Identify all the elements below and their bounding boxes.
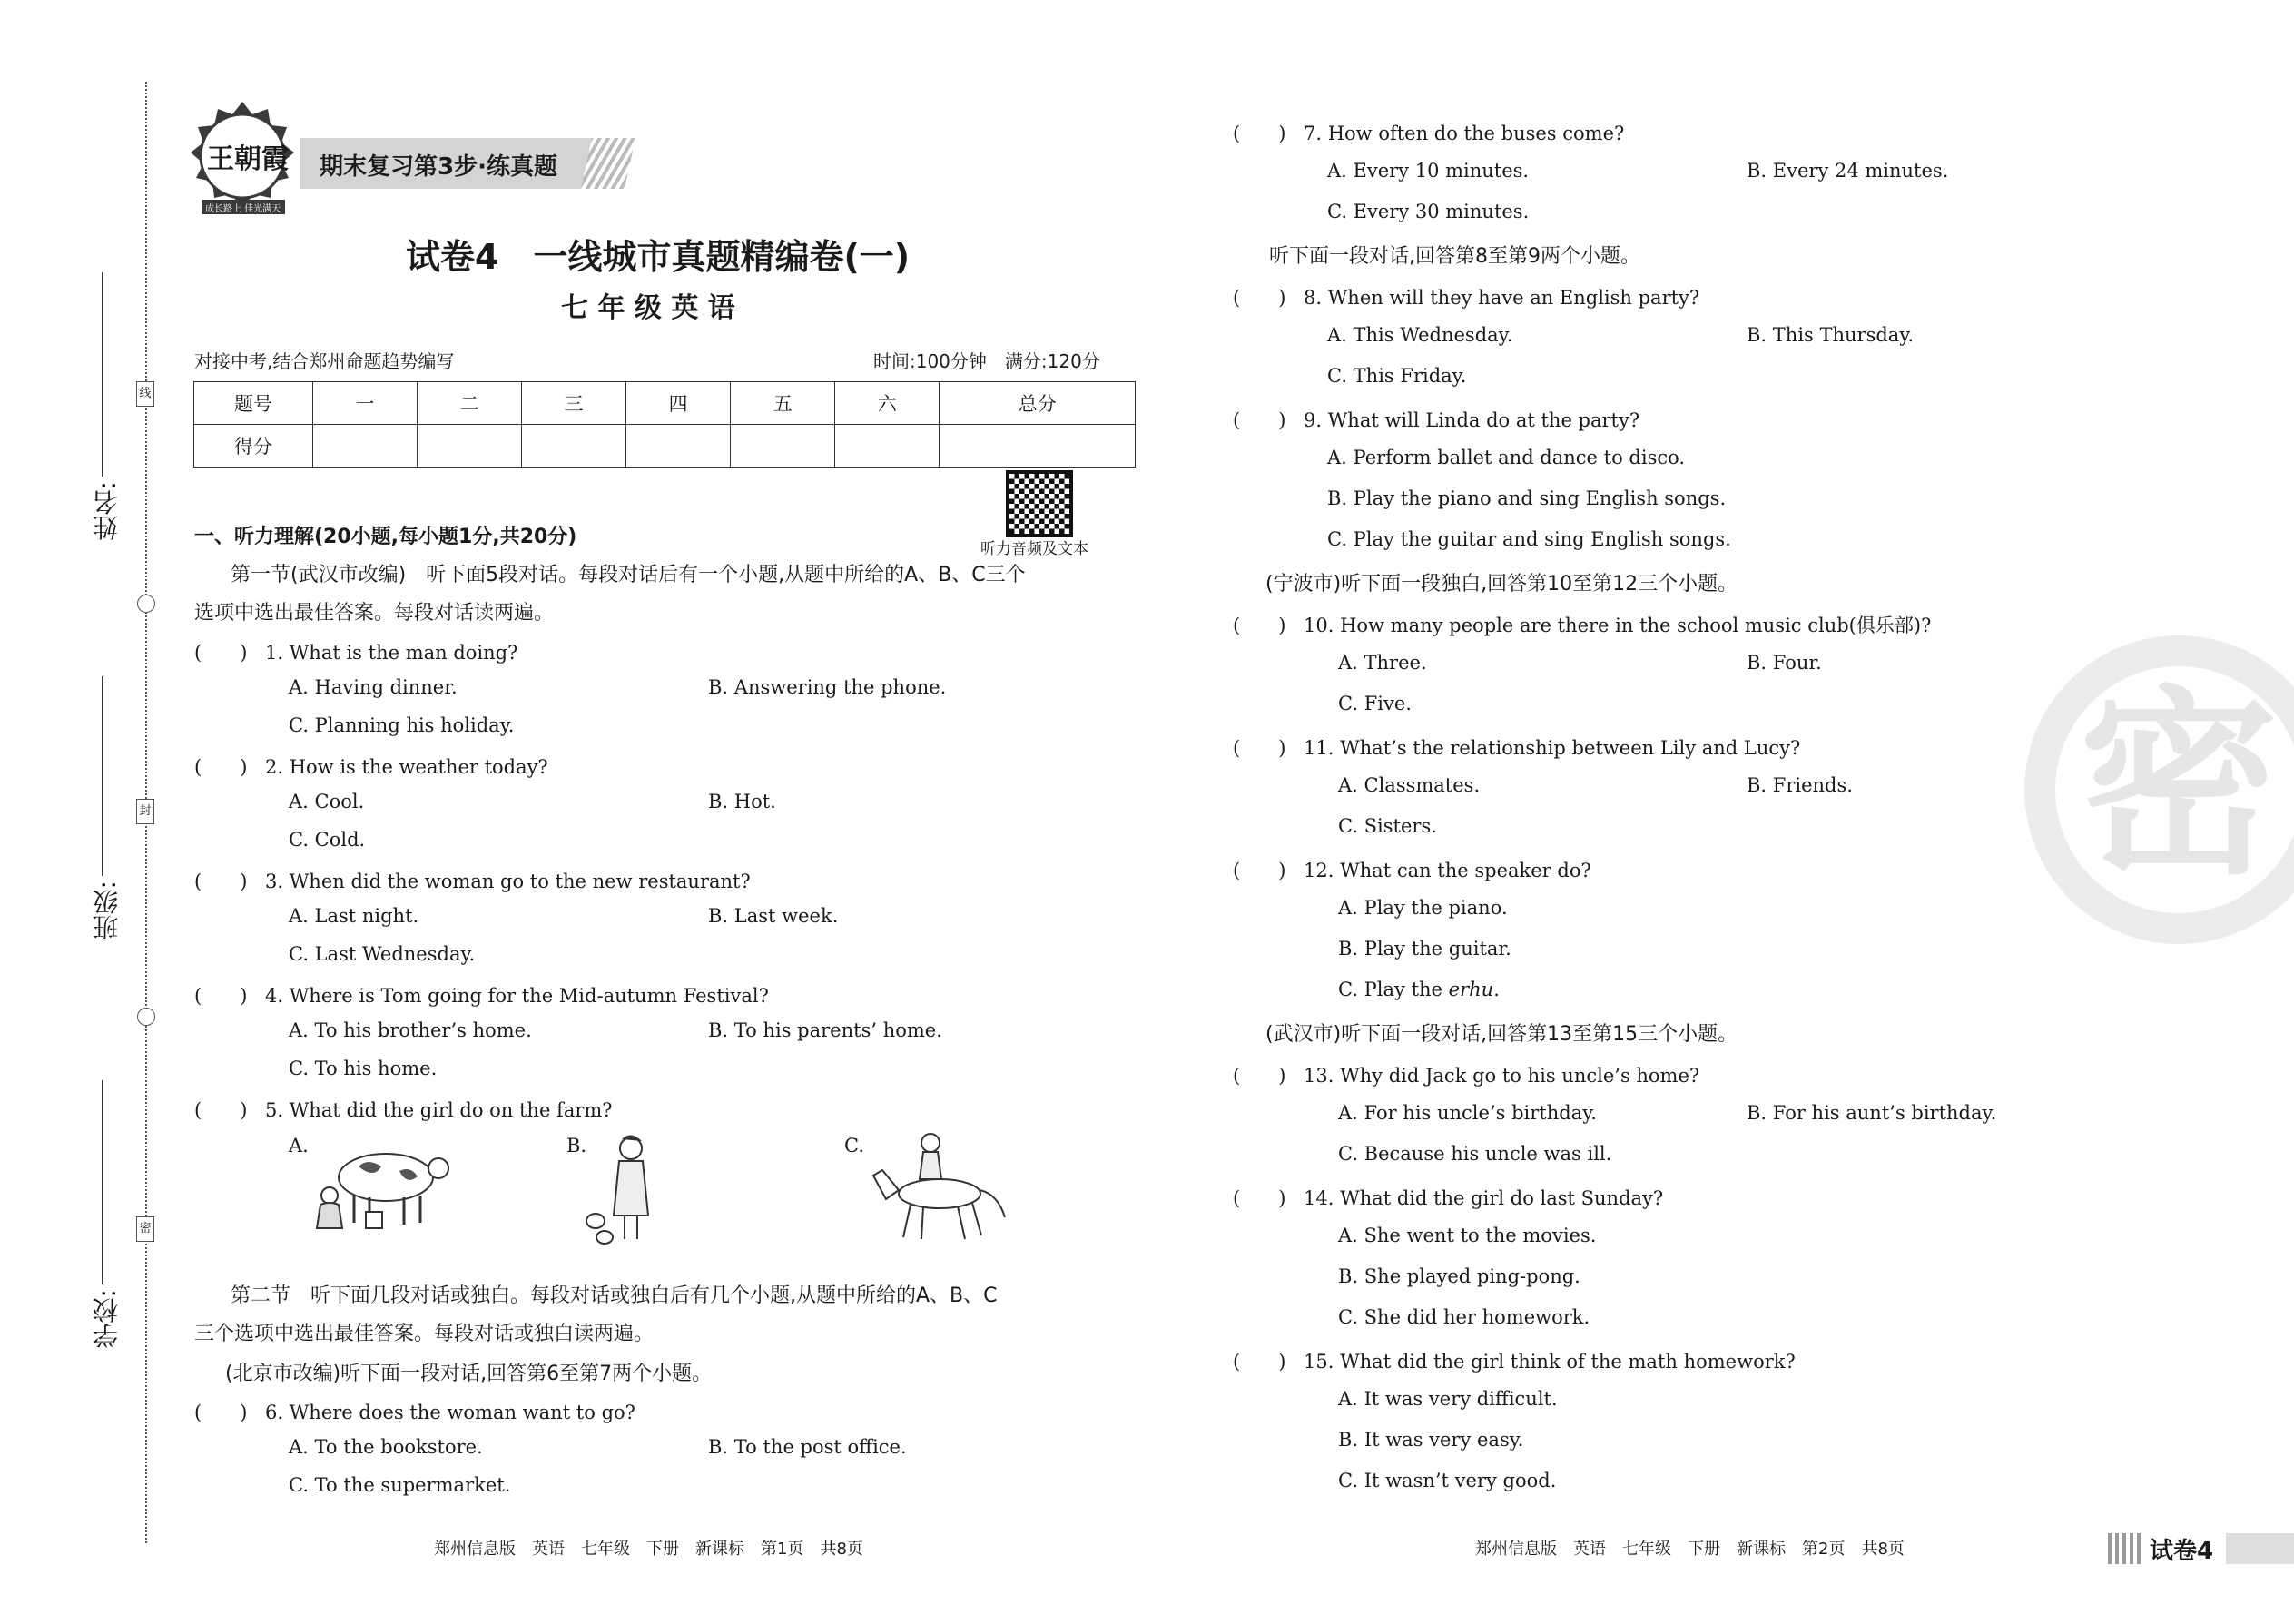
option-a: A. She went to the movies.	[1338, 1225, 1597, 1246]
option-b: B. Play the guitar.	[1338, 938, 1511, 960]
school-field-line[interactable]	[102, 1080, 103, 1284]
option-c	[1338, 979, 1500, 1000]
option-b: B. It was very easy.	[1338, 1429, 1524, 1451]
score-input-cell[interactable]	[731, 425, 835, 468]
question-13	[1233, 1061, 1699, 1088]
option-b: B. Friends.	[1747, 774, 1853, 796]
section2-intro-cont: 三个选项中选出最佳答案。每段对话或独白读两遍。	[194, 1323, 655, 1345]
binding-mark-mi: 密	[136, 1216, 154, 1242]
option-a: A. Having dinner.	[289, 676, 458, 698]
question-12	[1233, 856, 1591, 883]
horse-riding-illustration	[867, 1130, 1012, 1248]
answer-blank[interactable]: ( )	[194, 1402, 248, 1423]
option-a: A. To his brother’s home.	[289, 1019, 532, 1041]
option-c: C. This Friday.	[1327, 365, 1467, 387]
question-8	[1233, 283, 1699, 310]
milking-cow-illustration	[313, 1139, 449, 1239]
option-c: C. Every 30 minutes.	[1327, 201, 1530, 222]
score-input-cell[interactable]	[418, 425, 522, 468]
class-field-line[interactable]	[102, 676, 103, 876]
school-label: 学校:	[92, 1289, 122, 1349]
question-text: 14. What did the girl do last Sunday?	[1304, 1187, 1664, 1209]
option-c: C. Five.	[1338, 693, 1412, 714]
score-table	[193, 381, 1136, 468]
option-c: C.	[844, 1135, 864, 1156]
name-label: 姓名:	[92, 481, 122, 541]
option-c-suffix: .	[1493, 979, 1500, 1000]
option-c: C. To his home.	[289, 1058, 438, 1079]
logo-text: 王朝霞	[207, 143, 289, 175]
subject-title: 七 年 级 英 语	[561, 292, 735, 324]
dialogue-intro-6-7: (北京市改编)听下面一段对话,回答第6至第7两个小题。	[225, 1363, 713, 1385]
question-text: 6. Where does the woman want to go?	[265, 1402, 635, 1423]
option-b: B. This Thursday.	[1747, 324, 1915, 346]
option-c: C. Planning his holiday.	[289, 714, 515, 736]
note-left: 对接中考,结合郑州命题趋势编写	[194, 350, 455, 372]
score-input-cell[interactable]	[522, 425, 626, 468]
question-text: 2. How is the weather today?	[265, 756, 548, 778]
answer-blank[interactable]: ( )	[1233, 1065, 1286, 1087]
option-a: A. For his uncle’s birthday.	[1338, 1102, 1597, 1124]
feeding-chickens-illustration	[581, 1130, 663, 1248]
footer-tab-stripes	[2108, 1533, 2142, 1564]
option-a: A. Three.	[1338, 652, 1427, 674]
option-a: A. Last night.	[289, 905, 419, 927]
answer-blank[interactable]: ( )	[1233, 615, 1286, 636]
option-b: B. For his aunt’s birthday.	[1747, 1102, 1997, 1124]
question-11	[1233, 733, 1800, 761]
score-input-cell[interactable]	[835, 425, 940, 468]
binding-mark-xian: 线	[136, 381, 154, 407]
option-c: C. Last Wednesday.	[289, 943, 476, 965]
answer-blank[interactable]: ( )	[194, 1099, 248, 1121]
question-text: 7. How often do the buses come?	[1304, 123, 1625, 144]
question-14	[1233, 1184, 1663, 1211]
question-text: 15. What did the girl think of the math homework?	[1304, 1351, 1796, 1373]
question-6	[194, 1398, 635, 1425]
note-right: 时间:100分钟 满分:120分	[873, 350, 1100, 372]
option-b: B. To his parents’ home.	[708, 1019, 942, 1041]
table-cell: 二	[418, 382, 522, 425]
answer-blank[interactable]: ( )	[1233, 287, 1286, 309]
option-c: C. Play the guitar and sing English songs.	[1327, 528, 1731, 550]
option-b: B. To the post office.	[708, 1436, 907, 1458]
answer-blank[interactable]: ( )	[1233, 860, 1286, 881]
answer-blank[interactable]: ( )	[1233, 737, 1286, 759]
banner-text: 期末复习第3步·练真题	[320, 153, 557, 181]
score-table-header-row	[194, 382, 1136, 425]
question-text: 5. What did the girl do on the farm?	[265, 1099, 613, 1121]
option-c-italic: erhu	[1448, 979, 1494, 1000]
brand-logo	[182, 98, 304, 221]
question-text: 4. Where is Tom going for the Mid-autumn Festival?	[265, 985, 769, 1007]
option-b: B.	[566, 1135, 587, 1156]
question-9	[1233, 406, 1639, 433]
option-b: B. Last week.	[708, 905, 839, 927]
question-1	[194, 638, 517, 665]
question-text: 12. What can the speaker do?	[1304, 860, 1591, 881]
option-c: C. She did her homework.	[1338, 1306, 1590, 1328]
answer-blank[interactable]: ( )	[194, 985, 248, 1007]
option-a: A. It was very difficult.	[1338, 1388, 1558, 1410]
question-5	[194, 1096, 613, 1123]
section1-intro: 第一节(武汉市改编) 听下面5段对话。每段对话后有一个小题,从题中所给的A、B、C三个	[231, 564, 1026, 586]
question-text: 10. How many people are there in the school music club(俱乐部)?	[1304, 615, 1932, 636]
option-b: B. She played ping-pong.	[1338, 1265, 1580, 1287]
watermark-char: 密	[2079, 669, 2279, 901]
option-c: C. Sisters.	[1338, 815, 1437, 837]
table-cell: 题号	[194, 382, 313, 425]
option-a: A. Cool.	[289, 791, 365, 812]
option-c: C. It wasn’t very good.	[1338, 1470, 1557, 1491]
answer-blank[interactable]: ( )	[1233, 1351, 1286, 1373]
option-b: B. Hot.	[708, 791, 776, 812]
score-table-score-row	[194, 425, 1136, 468]
footer-left: 郑州信息版 英语 七年级 下册 新课标 第1页 共8页	[434, 1540, 863, 1559]
option-b: B. Four.	[1747, 652, 1822, 674]
part1-title: 一、听力理解(20小题,每小题1分,共20分)	[194, 526, 577, 548]
option-a: A.	[289, 1135, 309, 1156]
table-cell: 得分	[194, 425, 313, 468]
qr-code-icon[interactable]	[1006, 470, 1073, 537]
option-a: A. Every 10 minutes.	[1327, 160, 1530, 182]
table-cell: 总分	[940, 382, 1136, 425]
answer-blank[interactable]: ( )	[194, 871, 248, 892]
option-c: C. Because his uncle was ill.	[1338, 1143, 1612, 1165]
binding-mark-feng: 封	[136, 799, 154, 824]
footer-tab-bar	[2226, 1533, 2294, 1564]
score-input-cell[interactable]	[313, 425, 418, 468]
question-4	[194, 981, 769, 1009]
logo-motto: 成长路上 佳光满天	[205, 204, 281, 214]
option-c-prefix: C. Play the	[1338, 979, 1449, 1000]
option-a: A. Classmates.	[1338, 774, 1481, 796]
question-2	[194, 753, 548, 780]
answer-blank[interactable]: ( )	[1233, 409, 1286, 431]
dialogue-intro-8-9: 听下面一段对话,回答第8至第9两个小题。	[1269, 245, 1640, 268]
answer-blank[interactable]: ( )	[194, 642, 248, 664]
name-field-line[interactable]	[102, 272, 103, 477]
answer-blank[interactable]: ( )	[194, 756, 248, 778]
option-a: A. Perform ballet and dance to disco.	[1327, 447, 1686, 468]
dialogue-intro-13-15: (武汉市)听下面一段对话,回答第13至第15三个小题。	[1265, 1023, 1738, 1046]
question-text: 8. When will they have an English party?	[1304, 287, 1700, 309]
option-b: B. Answering the phone.	[708, 676, 947, 698]
section1-intro-cont: 选项中选出最佳答案。每段对话读两遍。	[194, 602, 555, 625]
option-c: C. To the supermarket.	[289, 1474, 511, 1496]
question-text: 1. What is the man doing?	[265, 642, 518, 664]
question-15	[1233, 1347, 1796, 1374]
option-b: B. Every 24 minutes.	[1747, 160, 1949, 182]
table-cell: 三	[522, 382, 626, 425]
question-text: 9. What will Linda do at the party?	[1304, 409, 1640, 431]
qr-caption: 听力音频及文本	[980, 540, 1088, 558]
option-a: A. To the bookstore.	[289, 1436, 483, 1458]
table-cell: 六	[835, 382, 940, 425]
binding-dot-icon	[137, 1008, 155, 1026]
answer-blank[interactable]: ( )	[1233, 123, 1286, 144]
question-text: 11. What’s the relationship between Lily and Lucy?	[1304, 737, 1801, 759]
table-cell: 四	[626, 382, 731, 425]
table-cell: 一	[313, 382, 418, 425]
question-7	[1233, 119, 1624, 146]
class-label: 班级:	[92, 881, 122, 940]
table-cell: 五	[731, 382, 835, 425]
monologue-intro-10-12: (宁波市)听下面一段独白,回答第10至第12三个小题。	[1265, 573, 1738, 595]
question-3	[194, 867, 751, 894]
footer-right: 郑州信息版 英语 七年级 下册 新课标 第2页 共8页	[1475, 1540, 1905, 1559]
score-input-cell[interactable]	[940, 425, 1136, 468]
binding-dot-icon	[137, 595, 155, 613]
footer-tab: 试卷4	[2150, 1538, 2214, 1565]
score-input-cell[interactable]	[626, 425, 731, 468]
paper-title: 试卷4 一线城市真题精编卷(一)	[406, 237, 911, 277]
section2-intro: 第二节 听下面几段对话或独白。每段对话或独白后有几个小题,从题中所给的A、B、C	[231, 1284, 998, 1307]
option-a: A. This Wednesday.	[1327, 324, 1513, 346]
question-text: 13. Why did Jack go to his uncle’s home?	[1304, 1065, 1700, 1087]
option-c: C. Cold.	[289, 829, 366, 851]
question-text: 3. When did the woman go to the new restaurant?	[265, 871, 751, 892]
question-10	[1233, 611, 1931, 638]
option-b: B. Play the piano and sing English songs.	[1327, 487, 1727, 509]
option-a: A. Play the piano.	[1338, 897, 1508, 919]
answer-blank[interactable]: ( )	[1233, 1187, 1286, 1209]
